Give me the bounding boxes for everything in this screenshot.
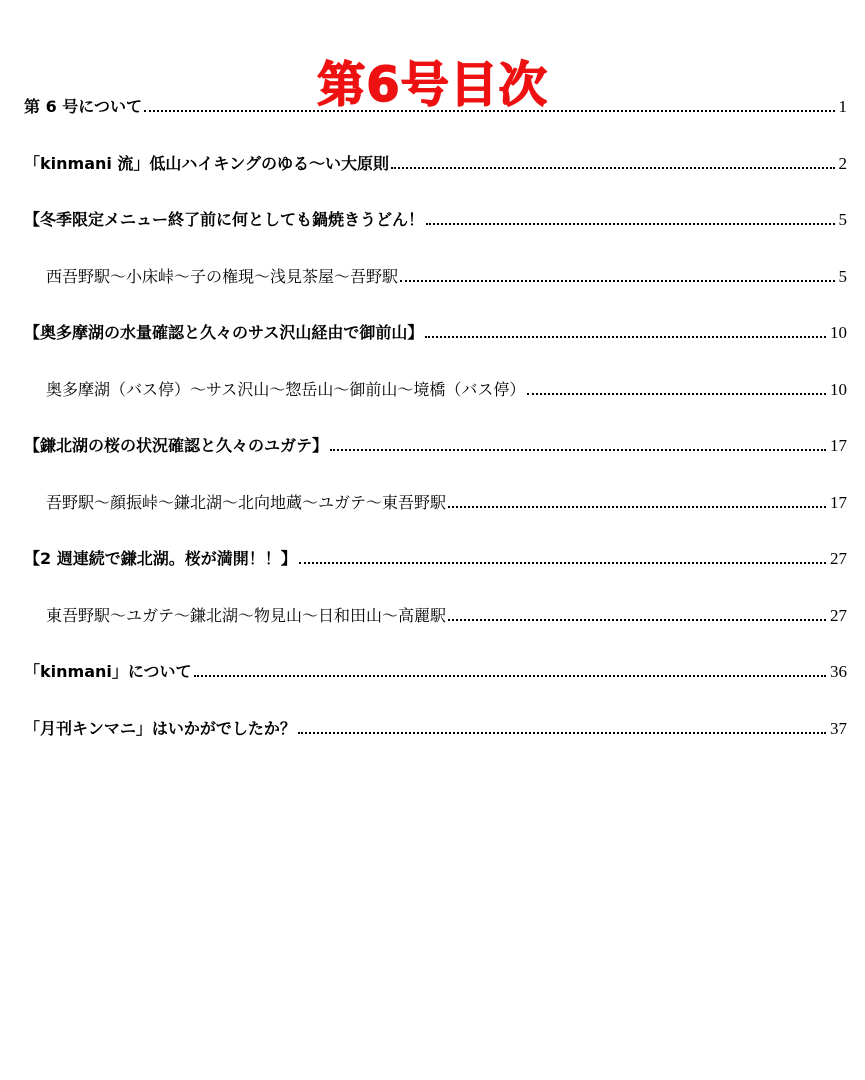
toc-page-number: 27 xyxy=(830,606,847,625)
toc-page-number: 37 xyxy=(830,719,847,738)
toc-entry[interactable] xyxy=(24,150,847,174)
dot-leader xyxy=(330,449,826,451)
dot-leader xyxy=(527,393,826,395)
toc-page-number: 5 xyxy=(838,267,847,286)
toc-page-number: 5 xyxy=(838,210,847,229)
toc-entry-title: 【冬季限定メニュー終了前に何としても鍋焼きうどん！ xyxy=(24,210,425,229)
toc-entry-title: 【2 週連続で鎌北湖。桜が満開！！】 xyxy=(24,549,297,568)
toc-page-number: 17 xyxy=(830,493,847,512)
toc-page-number: 36 xyxy=(830,662,847,681)
toc-entry-title: 「kinmani 流」低山ハイキングのゆる～い大原則 xyxy=(24,154,389,173)
toc-page-number: 10 xyxy=(830,380,847,399)
toc-subentry-title: 奥多摩湖（バス停）～サス沢山～惣岳山～御前山～境橋（バス停） xyxy=(46,380,526,399)
toc-page-number: 10 xyxy=(830,323,847,342)
dot-leader xyxy=(144,110,835,112)
toc-subentry[interactable] xyxy=(46,263,847,287)
dot-leader xyxy=(425,336,826,338)
dot-leader xyxy=(448,506,826,508)
toc-entry[interactable] xyxy=(24,319,847,343)
toc-entry[interactable] xyxy=(24,658,847,682)
toc-entry[interactable] xyxy=(24,93,847,117)
dot-leader xyxy=(299,562,826,564)
dot-leader xyxy=(426,223,834,225)
toc-entry-title: 第 6 号について xyxy=(24,97,142,116)
dot-leader xyxy=(448,619,826,621)
toc-subentry[interactable] xyxy=(46,489,847,513)
toc-page-number: 2 xyxy=(838,154,847,173)
toc-subentry[interactable] xyxy=(46,376,847,400)
toc-entry-title: 【奥多摩湖の水量確認と久々のサス沢山経由で御前山】 xyxy=(24,323,424,342)
toc-subentry[interactable] xyxy=(46,602,847,626)
toc-entry[interactable] xyxy=(24,545,847,569)
toc-subentry-title: 東吾野駅～ユガテ～鎌北湖～物見山～日和田山～高麗駅 xyxy=(46,606,447,625)
toc-entry[interactable] xyxy=(24,432,847,456)
toc-entry[interactable] xyxy=(24,715,847,739)
dot-leader xyxy=(194,675,826,677)
toc-subentry-title: 吾野駅～顔振峠～鎌北湖～北向地蔵～ユガテ～東吾野駅 xyxy=(46,493,447,512)
dot-leader xyxy=(298,732,826,734)
toc-subentry-title: 西吾野駅～小床峠～子の権現～浅見茶屋～吾野駅 xyxy=(46,267,399,286)
page-title: 第6号目次 xyxy=(317,57,548,114)
dot-leader xyxy=(391,167,835,169)
toc-entry-title: 「月刊キンマニ」はいかがでしたか？ xyxy=(24,719,296,738)
toc-page-number: 27 xyxy=(830,549,847,568)
toc-page-number: 1 xyxy=(838,97,847,116)
toc-page-number: 17 xyxy=(830,436,847,455)
toc-entry-title: 「kinmani」について xyxy=(24,662,192,681)
dot-leader xyxy=(400,280,834,282)
toc-entry[interactable] xyxy=(24,206,847,230)
toc-entry-title: 【鎌北湖の桜の状況確認と久々のユガテ】 xyxy=(24,436,329,455)
